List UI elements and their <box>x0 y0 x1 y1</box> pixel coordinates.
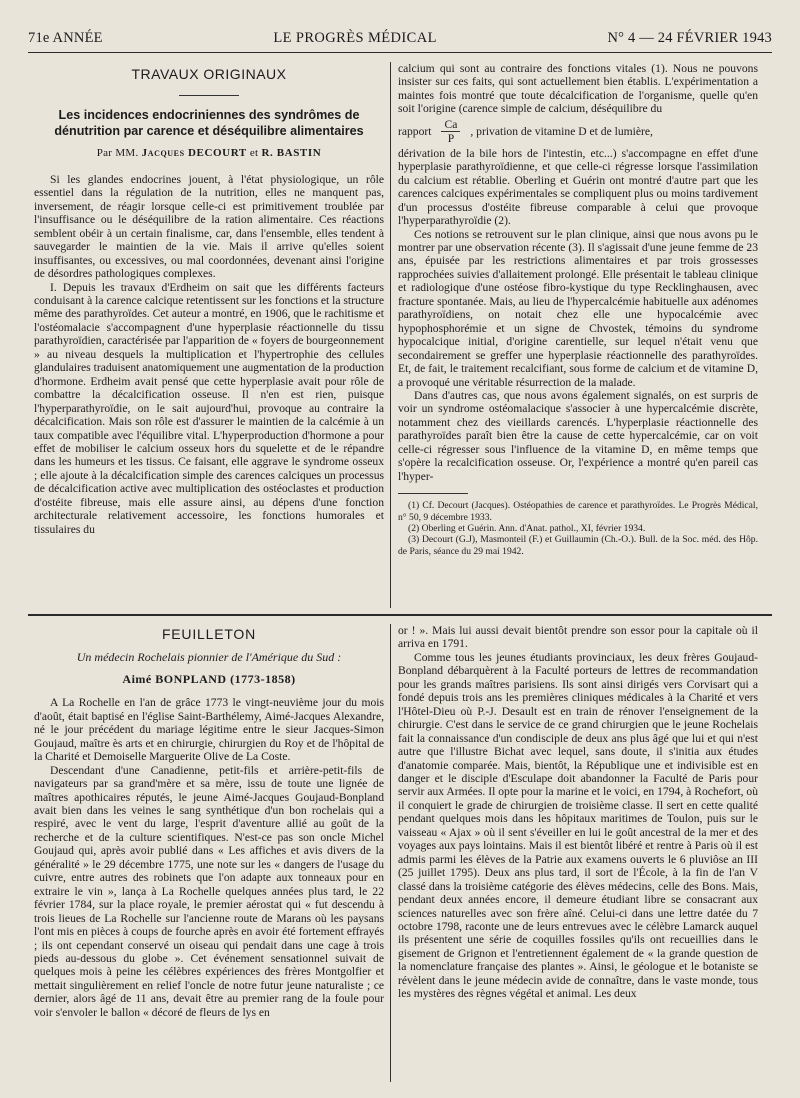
feuilleton-subtitle: Un médecin Rochelais pionnier de l'Amérique du Sud : <box>76 650 342 665</box>
footnotes <box>398 500 758 557</box>
formula-tail: , privation de vitamine D et de lumière, <box>470 124 653 138</box>
section-separator <box>28 614 772 616</box>
paragraph: or ! ». Mais lui aussi devait bientôt prendre son essor pour la capitale où il arriva en 1791. <box>398 624 758 651</box>
header-year: 71e ANNÉE <box>28 30 103 46</box>
feuilleton-column-right <box>398 624 758 1084</box>
ca-p-ratio-formula <box>398 118 758 145</box>
feuilleton-column-left <box>34 624 384 1084</box>
paragraph: A La Rochelle en l'an de grâce 1773 le vingt-neuvième jour du mois d'août, était baptisé en l'église Saint-Barthélemy, Aimé-Jacques Alexandre, né le jour précédent du mariage légitime entre le sieur Jacques-Simon Goujaud, maître ès arts et en chirurgie, chirurgien du Roy et de l'hôpital de la Charité et Demoiselle Marguerite Olive de La Coste. <box>34 696 384 764</box>
footnote: (3) Decourt (G.J), Masmonteil (F.) et Guillaumin (Ch.-O.). Bull. de la Soc. méd. des Hôp. de Paris, séance du 29 mai 1942. <box>398 534 758 557</box>
author-bastin: R. BASTIN <box>261 147 322 160</box>
ca-p-fraction <box>441 118 460 145</box>
authors-and: et <box>249 147 259 160</box>
header-journal-title: LE PROGRÈS MÉDICAL <box>273 30 437 46</box>
footnote-separator <box>398 493 468 494</box>
author-decourt: Jacques DECOURT <box>141 147 247 160</box>
page-header <box>28 30 772 53</box>
title-divider <box>179 95 239 96</box>
paragraph: dérivation de la bile hors de l'intestin, etc...) s'accompagne en effet d'une hyperplasie parathyroïdienne, et que celle-ci régresse lorsque l'assimilation du calcium est rétablie. Oberling et Guérin ont montré d'autre part que les carences calciques expérimentales se compliquent plus ou moins tardivement d'un processus d'ostéite fibreuse comparable à celui que provoque l'hyperparathyroïdie (2). <box>398 146 758 228</box>
article-column-left <box>34 62 384 607</box>
authors-prefix: Par MM. <box>96 147 139 160</box>
article-title: Les incidences endocriniennes des syndrômes de dénutrition par carence et déséquilibre alimentaires <box>54 108 364 138</box>
section-title: TRAVAUX ORIGINAUX <box>131 66 287 82</box>
feuilleton-title: FEUILLETON <box>161 626 257 642</box>
header-issue-date: N° 4 — 24 FÉVRIER 1943 <box>607 30 772 46</box>
feuilleton-hero: Aimé BONPLAND (1773-1858) <box>122 671 296 686</box>
paragraph: Comme tous les jeunes étudiants provinciaux, les deux frères Goujaud-Bonpland débarquèrent à la Faculté porteurs de lettres de recommandation pour les grands maîtres parisiens. Ils sont ainsi dirigés vers Corvisart qui a fondé depuis trois ans les premières cliniques médicales à la Charité et vers l'Hôtel-Dieu où P.-J. Desault est en train de rénover l'enseignement de la chirurgie. C'est dans le service de ce grand chirurgien que le jeune Rochelais fait la connaissance d'un condisciple de deux ans plus âgé que lui et qui n'est autre que l'illustre Bichat avec lequel, sans doute, il s'initia aux études d'anatomie comparée. Mais, bientôt, la République une et indivisible est en danger et le disciple d'Esculape doit abandonner la Faculté de Paris pour servir aux Armées. Il opte pour la marine et le voici, en 1794, à Rochefort, où il conquiert le grade de chirurgien de troisième classe. Il sert en cette qualité pendant quelques mois dans les hôpitaux maritimes de Toulon, puis sur le vaisseau « Ajax » où il sent s'éveiller en lui le goût ancestral de la mer et des voyages aux pays lointains. Mais il est bientôt libéré et rentre à Paris où il est admis parmi les élèves de la Patrie aux examens ouverts le 6 pluviôse an III (25 juillet 1795). Deux ans plus tard, il sort de l'École, à la fin de l'an V classé dans la troisième catégorie des élèves médecins, celle des Bons. Mais, pendant deux années encore, il demeure étudiant libre se consacrant aux sciences naturelles avec son frère aîné. Celui-ci dans une lettre datée du 7 octobre 1798, raconte une de leurs entrevues avec le célèbre Lamarck auquel ils présentent une série de coquilles fossiles qu'ils ont recueillies dans le gisement de Grignon et l'entretiennent également de « la grande question de la nomenclature française des plantes ». Ainsi, le géologue et le botaniste se révèlent dans le jeune médecin avide de connaître, dans le vaste monde, tous les mystères des règnes végétal et animal. Les deux <box>398 650 758 1001</box>
fraction-denominator: P <box>447 131 455 145</box>
footnote: (1) Cf. Decourt (Jacques). Ostéopathies de carence et parathyroïdes. Le Progrès Médical, n° 50, 9 décembre 1933. <box>398 500 758 523</box>
fraction-numerator: Ca <box>441 118 460 132</box>
paragraph: Ces notions se retrouvent sur le plan clinique, ainsi que nous avons pu le montrer par une observation récente (3). Il s'agissait d'une jeune femme de 23 ans, épuisée par les restrictions alimentaires et par trois grossesses rapprochées suivies d'allaitement prolongé. Elle présentait le tableau clinique et radiologique d'une ostéose fibro-kystique du type Recklinghausen, avec fracture spontanée. Mais, au lieu de l'hypercalcémie habituelle aux adénomes parathyroïdiens, on notait chez elle une hypocalcémie avec hypophosphorémie et un signe de Chvostek, témoins du syndrome hypocalcique initial, d'origine carentielle, sur lequel n'était venu que secondairement se greffer une hyperplasie réactionnelle des parathyroïdes. Et, de fait, le traitement recalcifiant, sous forme de calcium et de vitamine D, a provoqué une véritable résurrection de la malade. <box>398 227 758 389</box>
article-authors <box>34 147 384 160</box>
column-divider <box>390 624 391 1082</box>
article-column-right <box>398 62 758 607</box>
column-divider <box>390 62 391 608</box>
paragraph: calcium qui sont au contraire des fonctions vitales (1). Nous ne pouvons insister sur ces faits, qui sont actuellement bien établis. L'expérimentation a maintes fois montré que toute décalcification de l'organisme, quelle qu'en soit l'origine (carence simple de calcium, déséquilibre du <box>398 62 758 116</box>
paragraph: Dans d'autres cas, que nous avons également signalés, on est surpris de voir un syndrome ostéomalacique s'associer à une hypercalcémie discrète, notamment chez des vieillards carencés. L'hyperplasie réactionnelle des parathyroïdes paraît bien être la cause de cette hypercalcémie, car on voit celle-ci régresser sous l'influence de la vitamine D, en même temps que s'opère la recalcification osseuse. Or, l'expérience a montré qu'en pareil cas l'hyper- <box>398 388 758 483</box>
footnote: (2) Oberling et Guérin. Ann. d'Anat. pathol., XI, février 1934. <box>408 522 646 534</box>
paragraph: Si les glandes endocrines jouent, à l'état physiologique, un rôle essentiel dans la régulation de la nutrition, elles ne manquent pas, inversement, de réagir lorsque celle-ci est primitivement troublée par l'insuffisance ou le déséquilibre de la ration alimentaire. Ces réactions semblent obéir à un certain finalisme, car, dans l'ensemble, elles tendent à sauvegarder le maintien de la vie. Mais il arrive qu'elles soient insuffisantes, ou excessives, ou mal coordonnées, devenant ainsi l'origine de désordres pathologiques complexes. <box>34 172 384 281</box>
formula-word: rapport <box>398 124 432 138</box>
paragraph: Descendant d'une Canadienne, petit-fils et arrière-petit-fils de navigateurs par sa grand'mère et sa mère, issu de toute une lignée de maîtres apothicaires réputés, le jeune Aimé-Jacques Goujaud-Bonpland avait bien dans les veines le sang synthétique d'un bon rochelais qui a respiré, avec le vent du large, l'esprit d'aventure allié au goût de la recherche et de la culture scientifiques. N'est-ce pas son oncle Michel Goujaud qui, après avoir publié dans « Les affiches et avis divers de la généralité » le 29 décembre 1775, une note sur les « dangers de l'usage du cuivre, entre autres des robinets que l'on adapte aux tonneaux pour en extraire le vin », lança à La Rochelle quelques années plus tard, le 22 février 1784, sur la place royale, le premier aérostat qui « fut descendu à trois lieues de La Rochelle sur l'ancienne route de Marans où les paysans l'ont mis en pièces à coups de fourche après en avoir été fortement effrayés ; ils ont cependant conservé un oiseau qui pendait dans une cage à trois pieds au-dessous du globe ». Cet événement sensationnel suivait de quelques mois à peine les célèbres expériences des frères Montgolfier et mettait singulièrement en relief l'oncle de notre futur jeune naturaliste ; ce dernier, alors âgé de 11 ans, devait être au premier rang de la foule pour voir s'envoler le ballon « décoré de fleurs de lys en <box>34 763 384 1019</box>
paragraph: I. Depuis les travaux d'Erdheim on sait que les différents facteurs conduisant à la carence calcique retentissent sur les fonctions et la structure même des parathyroïdes. Cet auteur a montré, en 1906, que le rachitisme et l'ostéomalacie s'accompagnent d'une hyperplasie réactionnelle du tissu parathyroïdien, caractérisée par l'apparition de « foyers de bourgeonnement » au niveau desquels la multiplication et l'hypertrophie des cellules glandulaires traduisent anatomiquement une augmentation de la production d'hormone. Erdheim avait pensé que cette hyperplasie avait pour rôle de combattre la décalcification osseuse. Il n'en est rien, puisque l'hyperparathyroïdie, on le sait aujourd'hui, provoque au contraire la décalcification. Mais son rôle est d'assurer le maintien de la calcémie à un taux compatible avec l'équilibre vital. L'hyperproduction d'hormone a pour effet de mobiliser le calcium osseux hors du squelette et de le répandre dans les humeurs et les tissus. Ce faisant, elle aggrave le syndrome osseux ; elle ajoute à la décalcification simple des carences calciques un processus de décalcification active avec multiplication des ostéoclastes et production d'ostéite fibreuse, mais elle assure ainsi, au dépens d'une fonction architecturale relativement accessoire, les fonctions humorales et tissulaires du <box>34 280 384 536</box>
